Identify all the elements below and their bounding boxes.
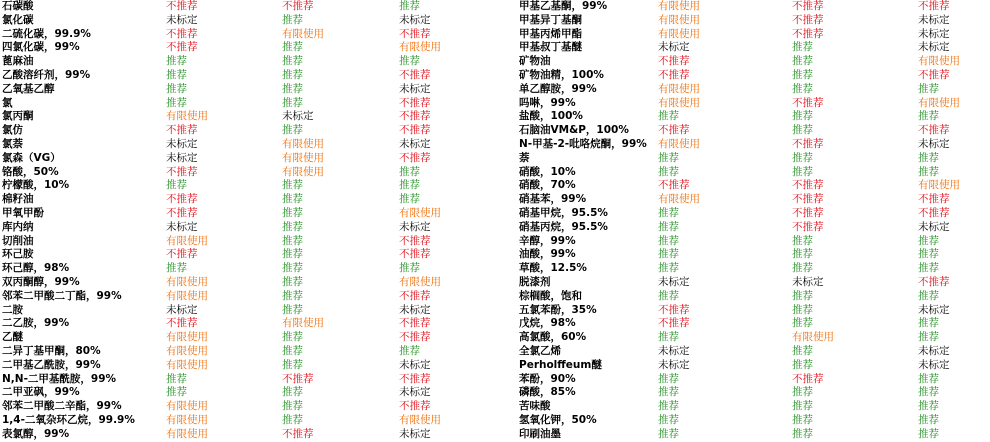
rating-cell: 有限使用 bbox=[166, 234, 208, 247]
chemical-name: 乙醚 bbox=[2, 331, 23, 344]
rating-cell: 推荐 bbox=[792, 386, 813, 399]
rating-cell: 不推荐 bbox=[399, 248, 431, 261]
rating-cell: 不推荐 bbox=[918, 68, 950, 81]
rating-cell: 推荐 bbox=[282, 124, 303, 137]
chemical-name: 邻苯二甲酸二丁酯，99% bbox=[2, 289, 122, 302]
chemical-name: 甲氧甲酚 bbox=[2, 206, 44, 219]
chemical-name: 硝酸，10% bbox=[519, 165, 576, 178]
rating-cell: 有限使用 bbox=[166, 427, 208, 440]
rating-cell: 不推荐 bbox=[166, 165, 198, 178]
chemical-name: 五氯苯酚，35% bbox=[519, 303, 597, 316]
rating-cell: 有限使用 bbox=[658, 0, 700, 12]
rating-cell: 不推荐 bbox=[658, 55, 690, 68]
rating-cell: 不推荐 bbox=[166, 193, 198, 206]
rating-cell: 推荐 bbox=[399, 179, 420, 192]
rating-cell: 不推荐 bbox=[282, 372, 314, 385]
rating-cell: 推荐 bbox=[792, 303, 813, 316]
chemical-name: 苦味酸 bbox=[519, 400, 551, 413]
chemical-name: 切削油 bbox=[2, 234, 34, 247]
chemical-name: 硝基苯，99% bbox=[519, 193, 587, 206]
rating-cell: 未标定 bbox=[399, 386, 431, 399]
chemical-name: 氯森（VG） bbox=[2, 151, 61, 164]
rating-cell: 推荐 bbox=[399, 193, 420, 206]
rating-cell: 未标定 bbox=[399, 220, 431, 233]
rating-cell: 未标定 bbox=[399, 82, 431, 95]
rating-cell: 推荐 bbox=[658, 331, 679, 344]
chemical-name: 二甲亚砜，99% bbox=[2, 386, 80, 399]
chemical-name: 棕榈酸，饱和 bbox=[519, 289, 582, 302]
chemical-name: 矿物油 bbox=[519, 55, 551, 68]
rating-cell: 推荐 bbox=[399, 0, 420, 12]
chemical-name: 1,4-二氧杂环乙烷，99.9% bbox=[2, 413, 135, 426]
rating-cell: 推荐 bbox=[399, 262, 420, 275]
rating-cell: 有限使用 bbox=[282, 151, 324, 164]
chemical-name: 甲基叔丁基醚 bbox=[519, 41, 582, 54]
chemical-name: 全氯乙烯 bbox=[519, 344, 561, 357]
rating-cell: 推荐 bbox=[918, 317, 939, 330]
chemical-name: 库内纳 bbox=[2, 220, 34, 233]
rating-cell: 不推荐 bbox=[918, 275, 950, 288]
rating-cell: 推荐 bbox=[166, 68, 187, 81]
rating-cell: 不推荐 bbox=[399, 372, 431, 385]
rating-cell: 未标定 bbox=[918, 13, 950, 26]
chemical-name: 双丙酮醇，99% bbox=[2, 275, 80, 288]
chemical-name: 甲基丙烯甲酯 bbox=[519, 27, 582, 40]
rating-cell: 推荐 bbox=[658, 386, 679, 399]
rating-cell: 推荐 bbox=[792, 41, 813, 54]
rating-cell: 推荐 bbox=[282, 248, 303, 261]
rating-cell: 未标定 bbox=[658, 275, 690, 288]
rating-cell: 未标定 bbox=[399, 427, 431, 440]
left-table-rating-column-1 bbox=[166, 0, 208, 442]
chemical-name: 盐酸，100% bbox=[519, 110, 583, 123]
rating-cell: 未标定 bbox=[166, 151, 198, 164]
rating-cell: 未标定 bbox=[399, 303, 431, 316]
rating-cell: 推荐 bbox=[658, 151, 679, 164]
rating-cell: 推荐 bbox=[282, 344, 303, 357]
rating-cell: 不推荐 bbox=[792, 96, 824, 109]
chemical-name: 二乙胺，99% bbox=[2, 317, 70, 330]
chemical-name: 氢氧化钾，50% bbox=[519, 413, 597, 426]
rating-cell: 推荐 bbox=[658, 110, 679, 123]
rating-cell: 不推荐 bbox=[918, 193, 950, 206]
rating-cell: 推荐 bbox=[792, 248, 813, 261]
rating-cell: 推荐 bbox=[918, 151, 939, 164]
rating-cell: 不推荐 bbox=[399, 124, 431, 137]
rating-cell: 推荐 bbox=[658, 289, 679, 302]
chemical-name: 邻苯二甲酸二辛酯，99% bbox=[2, 400, 122, 413]
rating-cell: 未标定 bbox=[792, 275, 824, 288]
rating-cell: 有限使用 bbox=[166, 110, 208, 123]
rating-cell: 不推荐 bbox=[792, 372, 824, 385]
rating-cell: 推荐 bbox=[282, 41, 303, 54]
left-table-rating-column-3 bbox=[399, 0, 441, 442]
chemical-name: Perholffeum醚 bbox=[519, 358, 602, 371]
chemical-name: N-甲基-2-吡咯烷酮，99% bbox=[519, 137, 647, 150]
rating-cell: 推荐 bbox=[792, 289, 813, 302]
rating-cell: 不推荐 bbox=[658, 179, 690, 192]
chemical-name: 甲基乙基酮，99% bbox=[519, 0, 608, 12]
rating-cell: 不推荐 bbox=[792, 179, 824, 192]
right-table-chemical-column bbox=[519, 0, 647, 442]
rating-cell: 推荐 bbox=[792, 55, 813, 68]
rating-cell: 不推荐 bbox=[918, 0, 950, 12]
rating-cell: 有限使用 bbox=[166, 289, 208, 302]
rating-cell: 推荐 bbox=[282, 234, 303, 247]
rating-cell: 不推荐 bbox=[658, 68, 690, 81]
rating-cell: 有限使用 bbox=[282, 137, 324, 150]
chemical-name: 油酸，99% bbox=[519, 248, 576, 261]
rating-cell: 不推荐 bbox=[166, 248, 198, 261]
rating-cell: 未标定 bbox=[658, 344, 690, 357]
rating-cell: 推荐 bbox=[792, 344, 813, 357]
rating-cell: 不推荐 bbox=[399, 331, 431, 344]
rating-cell: 未标定 bbox=[399, 137, 431, 150]
rating-cell: 有限使用 bbox=[918, 179, 960, 192]
rating-cell: 推荐 bbox=[282, 386, 303, 399]
left-table-chemical-column bbox=[2, 0, 135, 442]
rating-cell: 不推荐 bbox=[399, 110, 431, 123]
chemical-name: 氯萘 bbox=[2, 137, 23, 150]
rating-cell: 不推荐 bbox=[166, 206, 198, 219]
rating-cell: 不推荐 bbox=[166, 41, 198, 54]
rating-cell: 推荐 bbox=[918, 234, 939, 247]
rating-cell: 推荐 bbox=[166, 96, 187, 109]
rating-cell: 有限使用 bbox=[658, 137, 700, 150]
chemical-name: 乙酸溶纤剂，99% bbox=[2, 68, 91, 81]
rating-cell: 推荐 bbox=[282, 68, 303, 81]
rating-cell: 不推荐 bbox=[918, 206, 950, 219]
rating-cell: 不推荐 bbox=[658, 317, 690, 330]
rating-cell: 有限使用 bbox=[658, 13, 700, 26]
rating-cell: 推荐 bbox=[399, 165, 420, 178]
right-table-rating-column-3 bbox=[918, 0, 960, 442]
rating-cell: 未标定 bbox=[282, 110, 314, 123]
rating-cell: 不推荐 bbox=[658, 303, 690, 316]
chemical-name: 草酸，12.5% bbox=[519, 262, 587, 275]
rating-cell: 推荐 bbox=[282, 289, 303, 302]
rating-cell: 推荐 bbox=[658, 248, 679, 261]
rating-cell: 推荐 bbox=[282, 179, 303, 192]
rating-cell: 推荐 bbox=[918, 248, 939, 261]
rating-cell: 不推荐 bbox=[792, 0, 824, 12]
rating-cell: 未标定 bbox=[918, 137, 950, 150]
chemical-name: 苯酚，90% bbox=[519, 372, 576, 385]
rating-cell: 未标定 bbox=[658, 358, 690, 371]
rating-cell: 推荐 bbox=[792, 124, 813, 137]
rating-cell: 有限使用 bbox=[282, 165, 324, 178]
chemical-name: 二硫化碳，99.9% bbox=[2, 27, 91, 40]
chemical-name: 氯化碳 bbox=[2, 13, 34, 26]
chemical-name: 磷酸，85% bbox=[519, 386, 576, 399]
rating-cell: 推荐 bbox=[658, 234, 679, 247]
chemical-name: 戊烷，98% bbox=[519, 317, 576, 330]
rating-cell: 未标定 bbox=[166, 137, 198, 150]
rating-cell: 未标定 bbox=[918, 344, 950, 357]
rating-cell: 未标定 bbox=[918, 41, 950, 54]
rating-cell: 不推荐 bbox=[792, 220, 824, 233]
chemical-name: 柠檬酸，10% bbox=[2, 179, 70, 192]
rating-cell: 推荐 bbox=[658, 372, 679, 385]
rating-cell: 推荐 bbox=[282, 55, 303, 68]
rating-cell: 推荐 bbox=[918, 386, 939, 399]
rating-cell: 推荐 bbox=[792, 165, 813, 178]
rating-cell: 不推荐 bbox=[399, 234, 431, 247]
rating-cell: 推荐 bbox=[792, 413, 813, 426]
rating-cell: 推荐 bbox=[282, 400, 303, 413]
rating-cell: 未标定 bbox=[166, 220, 198, 233]
chemical-name: 石脑油VM&P，100% bbox=[519, 124, 629, 137]
rating-cell: 推荐 bbox=[658, 413, 679, 426]
rating-cell: 不推荐 bbox=[399, 151, 431, 164]
chemical-name: 环己醇，98% bbox=[2, 262, 70, 275]
rating-cell: 推荐 bbox=[166, 386, 187, 399]
rating-cell: 推荐 bbox=[658, 220, 679, 233]
chemical-name: 石碳酸 bbox=[2, 0, 34, 12]
rating-cell: 推荐 bbox=[918, 289, 939, 302]
rating-cell: 推荐 bbox=[282, 331, 303, 344]
rating-cell: 未标定 bbox=[918, 27, 950, 40]
chemical-name: 单乙醇胺，99% bbox=[519, 82, 597, 95]
rating-cell: 推荐 bbox=[792, 400, 813, 413]
rating-cell: 未标定 bbox=[918, 303, 950, 316]
rating-cell: 有限使用 bbox=[282, 27, 324, 40]
rating-cell: 推荐 bbox=[792, 234, 813, 247]
chemical-name: 乙氧基乙醇 bbox=[2, 82, 55, 95]
chemical-name: 吗啉，99% bbox=[519, 96, 576, 109]
rating-cell: 推荐 bbox=[282, 413, 303, 426]
rating-cell: 未标定 bbox=[918, 220, 950, 233]
chemical-name: 氯 bbox=[2, 96, 13, 109]
rating-cell: 推荐 bbox=[282, 206, 303, 219]
chemical-name: 蓖麻油 bbox=[2, 55, 34, 68]
rating-cell: 未标定 bbox=[166, 303, 198, 316]
rating-cell: 推荐 bbox=[792, 110, 813, 123]
right-table-rating-column-1 bbox=[658, 0, 700, 442]
rating-cell: 不推荐 bbox=[399, 400, 431, 413]
rating-cell: 推荐 bbox=[166, 372, 187, 385]
rating-cell: 不推荐 bbox=[399, 68, 431, 81]
rating-cell: 不推荐 bbox=[792, 193, 824, 206]
rating-cell: 推荐 bbox=[658, 262, 679, 275]
chemical-name: 二异丁基甲酮，80% bbox=[2, 344, 101, 357]
rating-cell: 推荐 bbox=[792, 82, 813, 95]
chemical-name: N,N-二甲基酰胺，99% bbox=[2, 372, 117, 385]
chemical-name: 铬酸，50% bbox=[2, 165, 59, 178]
chemical-name: 硝基甲烷，95.5% bbox=[519, 206, 608, 219]
rating-cell: 推荐 bbox=[282, 262, 303, 275]
rating-cell: 推荐 bbox=[658, 165, 679, 178]
rating-cell: 不推荐 bbox=[792, 27, 824, 40]
chemical-name: 棉籽油 bbox=[2, 193, 34, 206]
rating-cell: 不推荐 bbox=[658, 124, 690, 137]
chemical-name: 辛醇，99% bbox=[519, 234, 576, 247]
rating-cell: 推荐 bbox=[166, 55, 187, 68]
rating-cell: 不推荐 bbox=[399, 317, 431, 330]
right-table-rating-column-2 bbox=[792, 0, 834, 442]
rating-cell: 不推荐 bbox=[166, 27, 198, 40]
rating-cell: 推荐 bbox=[658, 427, 679, 440]
rating-cell: 不推荐 bbox=[166, 0, 198, 12]
rating-cell: 推荐 bbox=[282, 13, 303, 26]
chemical-name: 印刷油墨 bbox=[519, 427, 561, 440]
rating-cell: 推荐 bbox=[658, 400, 679, 413]
chemical-name: 表氯醇，99% bbox=[2, 427, 70, 440]
rating-cell: 不推荐 bbox=[918, 124, 950, 137]
chemical-name: 高氯酸，60% bbox=[519, 331, 587, 344]
rating-cell: 有限使用 bbox=[658, 96, 700, 109]
rating-cell: 推荐 bbox=[282, 358, 303, 371]
rating-cell: 有限使用 bbox=[658, 82, 700, 95]
rating-cell: 推荐 bbox=[918, 413, 939, 426]
rating-cell: 推荐 bbox=[918, 427, 939, 440]
rating-cell: 不推荐 bbox=[792, 206, 824, 219]
rating-cell: 不推荐 bbox=[399, 289, 431, 302]
rating-cell: 不推荐 bbox=[166, 317, 198, 330]
rating-cell: 推荐 bbox=[166, 82, 187, 95]
rating-cell: 不推荐 bbox=[399, 27, 431, 40]
chemical-name: 硝酸，70% bbox=[519, 179, 576, 192]
rating-cell: 推荐 bbox=[282, 220, 303, 233]
rating-cell: 推荐 bbox=[792, 68, 813, 81]
rating-cell: 推荐 bbox=[918, 110, 939, 123]
rating-cell: 不推荐 bbox=[282, 427, 314, 440]
chemical-name: 氯丙酮 bbox=[2, 110, 34, 123]
rating-cell: 推荐 bbox=[399, 344, 420, 357]
rating-cell: 推荐 bbox=[282, 193, 303, 206]
rating-cell: 有限使用 bbox=[166, 275, 208, 288]
rating-cell: 有限使用 bbox=[166, 400, 208, 413]
rating-cell: 推荐 bbox=[282, 96, 303, 109]
rating-cell: 未标定 bbox=[658, 41, 690, 54]
rating-cell: 有限使用 bbox=[166, 331, 208, 344]
chemical-name: 二甲基乙酰胺，99% bbox=[2, 358, 101, 371]
rating-cell: 推荐 bbox=[792, 317, 813, 330]
chemical-name: 萘 bbox=[519, 151, 530, 164]
chemical-name: 甲基异丁基酮 bbox=[519, 13, 582, 26]
rating-cell: 推荐 bbox=[399, 55, 420, 68]
rating-cell: 有限使用 bbox=[399, 413, 441, 426]
rating-cell: 有限使用 bbox=[166, 413, 208, 426]
rating-cell: 有限使用 bbox=[399, 206, 441, 219]
left-table-rating-column-2 bbox=[282, 0, 324, 442]
rating-cell: 未标定 bbox=[399, 358, 431, 371]
rating-cell: 有限使用 bbox=[658, 27, 700, 40]
rating-cell: 不推荐 bbox=[282, 0, 314, 12]
rating-cell: 推荐 bbox=[918, 262, 939, 275]
rating-cell: 推荐 bbox=[918, 165, 939, 178]
rating-cell: 推荐 bbox=[918, 82, 939, 95]
rating-cell: 有限使用 bbox=[399, 275, 441, 288]
rating-cell: 有限使用 bbox=[399, 41, 441, 54]
rating-cell: 推荐 bbox=[282, 82, 303, 95]
rating-cell: 未标定 bbox=[918, 358, 950, 371]
rating-cell: 未标定 bbox=[166, 13, 198, 26]
rating-cell: 不推荐 bbox=[792, 13, 824, 26]
rating-cell: 推荐 bbox=[166, 262, 187, 275]
rating-cell: 有限使用 bbox=[918, 55, 960, 68]
rating-cell: 不推荐 bbox=[166, 124, 198, 137]
rating-cell: 推荐 bbox=[918, 400, 939, 413]
rating-cell: 有限使用 bbox=[166, 344, 208, 357]
chemical-name: 环己胺 bbox=[2, 248, 34, 261]
chemical-name: 硝基丙烷，95.5% bbox=[519, 220, 608, 233]
rating-cell: 不推荐 bbox=[399, 96, 431, 109]
rating-cell: 有限使用 bbox=[918, 96, 960, 109]
rating-cell: 有限使用 bbox=[792, 331, 834, 344]
rating-cell: 推荐 bbox=[282, 275, 303, 288]
rating-cell: 推荐 bbox=[918, 331, 939, 344]
chemical-name: 四氯化碳，99% bbox=[2, 41, 80, 54]
rating-cell: 推荐 bbox=[792, 427, 813, 440]
rating-cell: 不推荐 bbox=[792, 137, 824, 150]
chemical-name: 氯仿 bbox=[2, 124, 23, 137]
rating-cell: 有限使用 bbox=[166, 358, 208, 371]
chemical-name: 二胺 bbox=[2, 303, 23, 316]
rating-cell: 未标定 bbox=[399, 13, 431, 26]
rating-cell: 推荐 bbox=[792, 151, 813, 164]
rating-cell: 推荐 bbox=[166, 179, 187, 192]
rating-cell: 推荐 bbox=[918, 372, 939, 385]
rating-cell: 推荐 bbox=[792, 358, 813, 371]
rating-cell: 推荐 bbox=[658, 206, 679, 219]
chemical-name: 矿物油精，100% bbox=[519, 68, 604, 81]
rating-cell: 推荐 bbox=[792, 262, 813, 275]
rating-cell: 有限使用 bbox=[282, 317, 324, 330]
rating-cell: 推荐 bbox=[282, 303, 303, 316]
rating-cell: 有限使用 bbox=[658, 193, 700, 206]
chemical-name: 脱漆剂 bbox=[519, 275, 551, 288]
